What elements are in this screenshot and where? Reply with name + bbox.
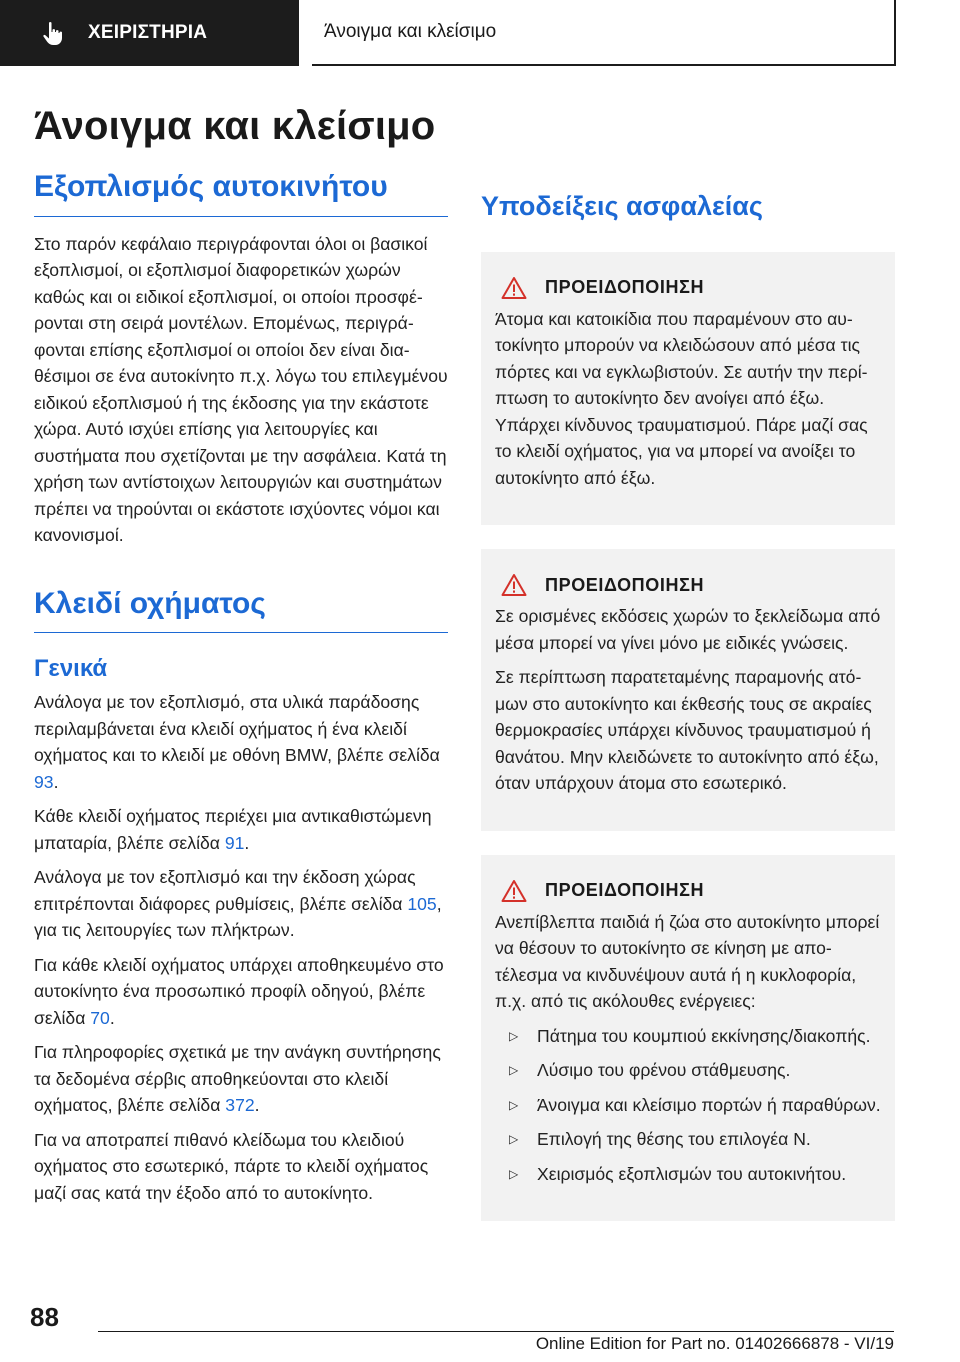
list-item: ▷ Χειρισμός εξοπλισμών του αυτοκινήτου.: [495, 1161, 881, 1188]
warning-title: ΠΡΟΕΙΔΟΠΟΙΗΣΗ: [545, 574, 705, 595]
list-item: ▷ Άνοιγμα και κλείσιμο πορτών ή παραθύρων.: [495, 1092, 881, 1119]
section-label: ΧΕΙΡΙΣΤΗΡΙΑ: [88, 22, 208, 43]
edition-note: Online Edition for Part no. 01402666878 - VI/19: [535, 1334, 894, 1353]
warning-box: [481, 252, 895, 526]
page-header: [0, 0, 960, 66]
warning-triangle-icon: [501, 276, 527, 300]
warning-header: [495, 573, 881, 597]
paragraph-driver-profile: Για κάθε κλειδί οχήματος υπάρχει αποθηκευμένο στο αυτοκίνητο ένα προσωπικό προφίλ οδηγού, βλέπε σελίδα 70.: [34, 954, 444, 1028]
paragraph-key-scope: Ανάλογα με τον εξοπλισμό, στα υλικά παράδοσης περιλαμβάνεται ένα κλειδί οχήματος ή ένα κλειδί οχήματος και το κλειδί με οθόνη BMW, βλέπε σελίδα 93.: [34, 692, 440, 792]
list-item: ▷ Πάτημα του κουμπιού εκκίνησης/διακοπής.: [495, 1023, 881, 1050]
warning-box: [481, 549, 895, 831]
list-item: ▷ Επιλογή της θέσης του επιλογέα N.: [495, 1126, 881, 1153]
page-link-105[interactable]: 105: [407, 893, 437, 914]
breadcrumb-text: Άνοιγμα και κλείσιμο: [324, 21, 497, 42]
list-item: ▷ Λύσιμο του φρένου στάθμευσης.: [495, 1057, 881, 1084]
heading-vehicle-equipment: Εξοπλισμός αυτοκινήτου: [34, 168, 448, 217]
page-link-70[interactable]: 70: [90, 1007, 110, 1028]
warning-text: Σε περίπτωση παρατεταμένης παραμονής ατόμων στο αυτοκίνητο και έκθεσής τους σε ακραίες θερμοκρασίες υπάρχει κίνδυνος τραυματισμού ή θανάτου. Μην κλειδώνετε το αυτοκίνητο από έξω, όταν υπάρχουν άτομα στο εσωτερικό.: [495, 667, 879, 794]
left-column: [34, 168, 448, 1214]
right-column: [481, 168, 895, 1245]
paragraph-key-lockout: Για να αποτραπεί πιθανό κλείδωμα του κλειδιού οχήματος στο εσωτερικό, πάρτε το κλειδί οχήματος μαζί σας κατά την έξοδο από το αυτοκίνητο.: [34, 1129, 429, 1203]
warning-text: Άτομα και κατοικίδια που παραμένουν στο αυτοκίνητο μπορούν να κλειδώσουν από μέσα τις πόρτες και να εγκλωβιστούν. Σε αυτήν την περίπτωση το αυτοκίνητο δεν ανοίγει από έξω. Υπάρχει κίνδυνος τραυματισμού. Πάρε μαζί σας το κλειδί οχήματος, για να μπορεί να ανοίξει το αυτοκίνητο από έξω.: [495, 308, 868, 488]
warning-header: [495, 276, 881, 300]
warning-box: [481, 855, 895, 1222]
page-link-372[interactable]: 372: [225, 1095, 255, 1115]
warning-triangle-icon: [501, 879, 527, 903]
heading-safety-notes: Υποδείξεις ασφαλείας: [481, 191, 763, 221]
warning-text: Ανεπίβλεπτα παιδιά ή ζώα στο αυτοκίνητο μπορεί να θέσουν το αυτοκίνητο σε κίνηση με αποτέλεσμα να κινδυνέψουν αυτά ή η κυκλοφορία, π.χ. από τις ακόλουθες ενέργειες:: [495, 911, 880, 1012]
paragraph-service-data: Για πληροφορίες σχετικά με την ανάγκη συντήρησης τα δεδομένα σέρβις αποθηκεύονται στο κλειδί οχήματος, βλέπε σελίδα 372.: [34, 1042, 441, 1115]
warning-header: [495, 879, 881, 903]
paragraph-equipment: Στο παρόν κεφάλαιο περιγράφονται όλοι οι βασικοί εξοπλισμοί, οι εξοπλισμοί διαφορετικών χωρών καθώς και οι ειδικοί εξοπλισμοί, οι οποίοι προσφέρονται στη σειρά μοντέλων. Επομένως, περιγράφονται επίσης εξοπλισμοί οι οποίοι δεν είναι διαθέσιμοι σε ένα αυτοκίνητο π.χ. λόγω του επιλεγμένου ειδικού εξοπλισμού ή της έκδοσης για την εκάστοτε χώρα. Αυτό ισχύει επίσης για λειτουργίες και συστήματα που σχετίζονται με την ασφάλεια. Κατά τη χρήση των αντίστοιχων λειτουργιών και συστημάτων πρέπει να τηρούνται οι εκάστοτε ισχύοντες νόμοι και κανονισμοί.: [34, 233, 448, 545]
paragraph-key-settings: Ανάλογα με τον εξοπλισμό και την έκδοση χώρας επιτρέπονται διάφορες ρυθμίσεις, βλέπε σελίδα 105, για τις λειτουργίες των πλήκτρων.: [34, 867, 442, 940]
triangle-bullet-icon: ▷: [509, 1063, 519, 1078]
triangle-bullet-icon: ▷: [509, 1097, 519, 1112]
warning-title: ΠΡΟΕΙΔΟΠΟΙΗΣΗ: [545, 277, 705, 298]
section-tab[interactable]: [0, 0, 299, 66]
warning-title: ΠΡΟΕΙΔΟΠΟΙΗΣΗ: [545, 880, 705, 901]
heading-vehicle-key: Κλειδί οχήματος: [34, 585, 448, 634]
hand-pointer-icon: [40, 20, 66, 46]
heading-general: Γενικά: [34, 655, 108, 682]
page-link-91[interactable]: 91: [224, 832, 245, 853]
triangle-bullet-icon: ▷: [509, 1166, 519, 1181]
warning-text: Σε ορισμένες εκδόσεις χωρών το ξεκλείδωμα από μέσα μπορεί να γίνει μόνο με ειδικές γνώσεις.: [495, 606, 881, 653]
breadcrumb: [312, 0, 896, 66]
warning-triangle-icon: [501, 573, 527, 597]
triangle-bullet-icon: ▷: [509, 1028, 519, 1043]
footer-divider: [98, 1331, 894, 1332]
action-list: [495, 1023, 881, 1188]
page-number: 88: [30, 1302, 59, 1332]
page-link-93[interactable]: 93: [34, 771, 54, 792]
paragraph-key-battery: Κάθε κλειδί οχήματος περιέχει μια αντικαθιστώμενη μπαταρία, βλέπε σελίδα 91.: [34, 806, 432, 853]
triangle-bullet-icon: ▷: [509, 1132, 519, 1147]
page-title: Άνοιγμα και κλείσιμο: [34, 104, 436, 148]
